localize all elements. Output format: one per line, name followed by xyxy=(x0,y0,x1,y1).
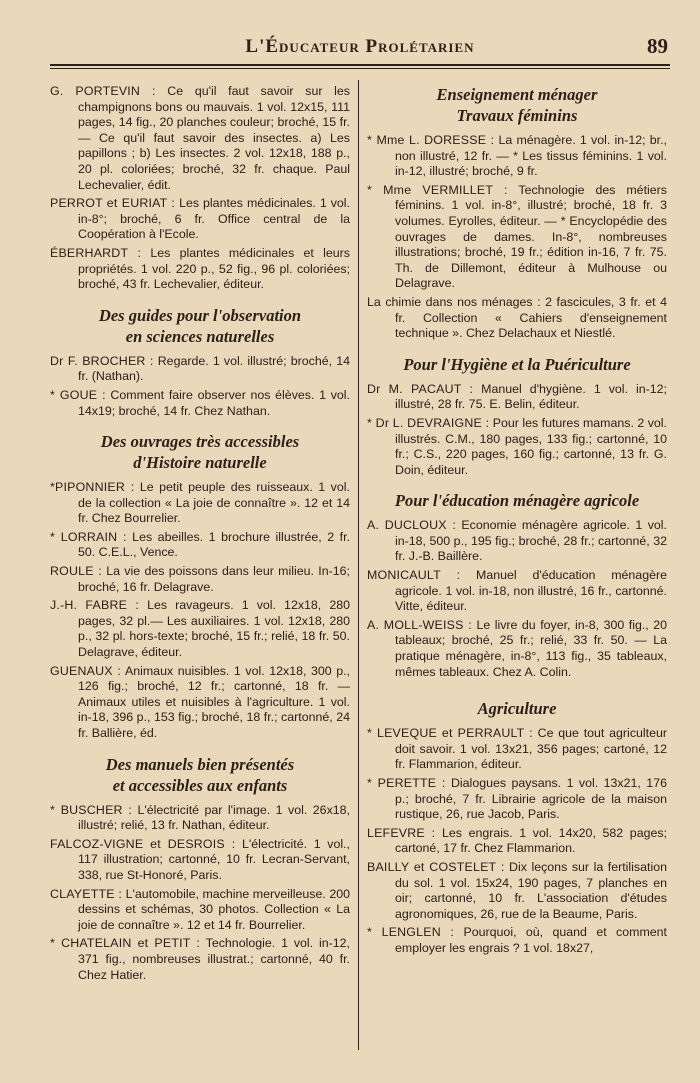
entry-bailly-costelet: BAILLY et COSTELET : Dix leçons sur la fertilisation du sol. 1 vol. 15x24, 190 pages, 7 planches en oir; cartonné, 10 fr. L'association d'études agronomiques, 26, rue de la Beaume, Paris. xyxy=(367,859,667,921)
entry-piponnier: *PIPONNIER : Le petit peuple des ruisseaux. 1 vol. de la collection « La joie de connaître ». 12 et 14 fr. Chez Bourrelier. xyxy=(50,480,350,526)
entry-guenaux: GUENAUX : Animaux nuisibles. 1 vol. 12x18, 300 p., 126 fig.; broché, 12 fr.; cartonné, 18 fr. — Animaux utiles et nuisibles à l'agriculture. 1 vol. in-18, 396 p., 153 fig.; broché, 18 fr.; cartonné, 24 fr. Ballière, éd. xyxy=(50,663,350,740)
entry-roule: ROULE : La vie des poissons dans leur milieu. In-16; broché, 16 fr. Delagrave. xyxy=(50,564,350,594)
entry-perette: * PERETTE : Dialogues paysans. 1 vol. 13x21, 176 p.; broché, 7 fr. Librairie agricole de la maison rustique, 26, rue Jacob, Paris. xyxy=(367,776,667,822)
heading-hygiene: Pour l'Hygiène et la Puériculture xyxy=(403,354,631,374)
heading-histoire-2: d'Histoire naturelle xyxy=(133,453,267,473)
heading-menager-1: Enseignement ménager xyxy=(436,85,598,104)
entry-doresse: * Mme L. DORESSE : La ménagère. 1 vol. in-12; br., non illustré, 12 fr. — * Les tissus féminins. 1 vol. in-12, illustré; broché, 9 fr. xyxy=(367,133,667,179)
entry-pacaut: Dr M. PACAUT : Manuel d'hygiène. 1 vol. in-12; illustré, 28 fr. 75. E. Belin, éditeur. xyxy=(367,381,667,412)
entry-leveque-perrault: * LEVEQUE et PERRAULT : Ce que tout agriculteur doit savoir. 1 vol. 13x21, 356 pages; cartoné, 12 fr. Flammarion, éditeur. xyxy=(367,726,668,772)
heading-agriculture: Agriculture xyxy=(477,699,557,719)
entry-devraigne: * Dr L. DEVRAIGNE : Pour les futures mamans. 2 vol. illustrés. C.M., 180 pages, 133 fig.; cartonné, 10 fr.; C.S., 220 pages, 160 fig.; cartonné, 13 fr. G. Doin, éditeur. xyxy=(367,415,667,477)
page-number: 89 xyxy=(647,34,668,58)
entry-goue: * GOUE : Comment faire observer nos élèves. 1 vol. 14x19; broché, 14 fr. Chez Nathan. xyxy=(50,387,350,418)
entry-brocher: Dr F. BROCHER : Regarde. 1 vol. illustré; broché, 14 fr. (Nathan). xyxy=(50,353,350,384)
entry-moll-weiss: A. MOLL-WEISS : Le livre du foyer, in-8, 300 fig., 20 tableaux; broché, 25 fr.; relié, 33 fr. 50. — La pratique ménagère, in-8°, 113 fig., 35 tableaux, mêmes tableaux. Chez A. Colin. xyxy=(367,617,667,679)
heading-manuels-1: Des manuels bien présentés xyxy=(105,754,295,774)
entry-monicault: MONICAULT : Manuel d'éducation ménagère agricole. 1 vol. in-18, non illustré, 16 fr., cartonné. Vitte, éditeur. xyxy=(367,568,667,614)
entry-buscher: * BUSCHER : L'électricité par l'image. 1 vol. 26x18, illustré; relié, 13 fr. Nathan, éditeur. xyxy=(50,802,350,833)
column-divider xyxy=(358,80,359,1050)
entry-ducloux: A. DUCLOUX : Economie ménagère agricole. 1 vol. in-18, 500 p., 195 fig.; broché, 28 fr.; cartonné, 32 fr. J.-B. Baillère. xyxy=(367,518,667,564)
entry-lorrain: * LORRAIN : Les abeilles. 1 brochure illustrée, 2 fr. 50. C.E.L., Vence. xyxy=(50,529,350,560)
entry-chatelain-petit: * CHATELAIN et PETIT : Technologie. 1 vol. in-12, 371 fig., nombreuses illustrat.; cartonné, 40 fr. Chez Hatier. xyxy=(50,936,350,982)
heading-guides-2: en sciences naturelles xyxy=(125,326,275,346)
running-title: L'Éducateur Prolétarien xyxy=(245,36,475,57)
heading-menager-2: Travaux féminins xyxy=(456,106,578,125)
entry-clayette: CLAYETTE : L'automobile, machine merveilleuse. 200 dessins et schémas, 30 photos. Collection « La joie de connaître ». 12 et 14 fr. Bourrelier. xyxy=(50,886,350,932)
entry-chimie-menages: La chimie dans nos ménages : 2 fascicules, 3 fr. et 4 fr. Collection « Cahiers d'enseignement technique ». Chez Delachaux et Niestlé. xyxy=(367,294,667,341)
entry-lenglen: * LENGLEN : Pourquoi, où, quand et comment employer les engrais ? 1 vol. 18x27, xyxy=(367,925,667,955)
entry-perrot-euriat: PERROT et EURIAT : Les plantes médicinales. 1 vol. in-8°; broché, 6 fr. Office central de la Coopération à l'Ecole. xyxy=(50,196,351,242)
left-column xyxy=(50,84,350,983)
entry-eberhardt: ÉBERHARDT : Les plantes médicinales et leurs propriétés. 1 vol. 220 p., 52 fig., 96 pl. coloriées; broché, 43 fr. Lechevalier, éditeur. xyxy=(50,245,350,292)
entry-falcoz-vigne: FALCOZ-VIGNE et DESROIS : L'électricité. 1 vol., 117 illustration; cartonné, 10 fr. Lecran-Servant, 338, rue St-Honoré, Paris. xyxy=(50,836,350,882)
entry-fabre: J.-H. FABRE : Les ravageurs. 1 vol. 12x18, 280 pages, 32 pl.— Les auxiliaires. 1 vol. 12x18, 280 p., 32 pl. hors-texte; broché, 15 fr.; relié, 18 fr. 50. Delagrave, éditeur. xyxy=(50,598,350,660)
heading-guides-1: Des guides pour l'observation xyxy=(98,305,302,325)
heading-histoire-1: Des ouvrages très accessibles xyxy=(100,432,300,452)
entry-lefevre: LEFEVRE : Les engrais. 1 vol. 14x20, 582 pages; cartoné, 17 fr. Chez Flammarion. xyxy=(367,825,667,856)
heading-manuels-2: et accessibles aux enfants xyxy=(112,775,288,795)
entry-vermillet: * Mme VERMILLET : Technologie des métiers féminins. 1 vol. in-8°, illustré; broché, 18 fr. 3 volumes. Eyrolles, éditeur. — * Encyclopédie des ouvrages de dames. In-8°, nombreuses illustrations; broché, 19 fr.; édition in-16, 7 fr. 75. Th. de Dillemont, éditeur à Mulhouse ou Delagrave. xyxy=(367,182,667,291)
entry-portevin: G. PORTEVIN : Ce qu'il faut savoir sur les champignons bons ou mauvais. 1 vol. 12x15, 111 pages, 14 fig., 20 planches couleur; broché, 15 fr. — Ce qu'il faut savoir des insectes. a) Les papillons ; b) Les insectes. 2 vol. 12x18, 188 p., 20 pl. coloriées; broché, 32 fr. chaque. Paul Lechevalier, édit. xyxy=(50,84,350,192)
page-header xyxy=(50,30,670,66)
heading-agricole: Pour l'éducation ménagère agricole xyxy=(394,491,640,511)
right-column xyxy=(367,84,667,957)
